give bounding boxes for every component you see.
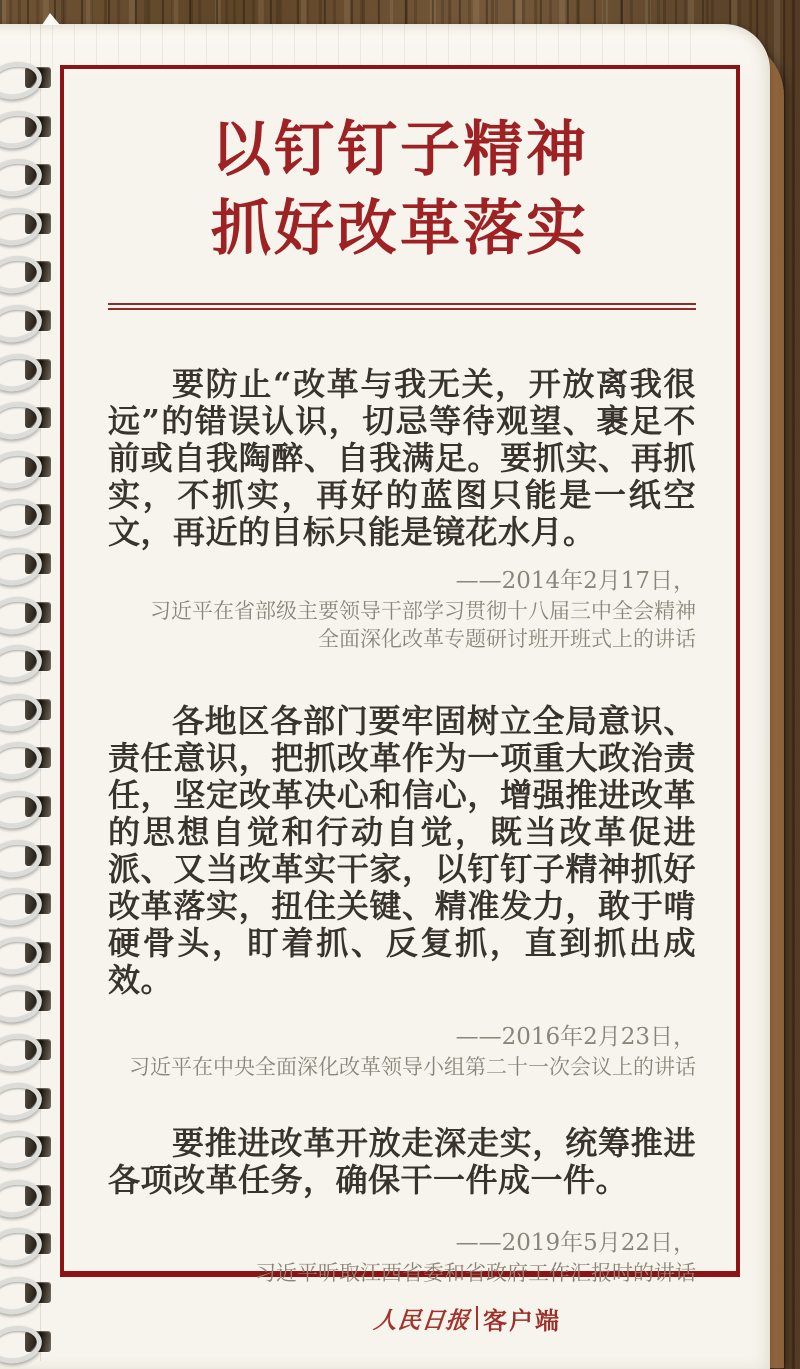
quote-attribution-3 — [108, 1227, 696, 1287]
attribution-date-2: ——2016年2月23日， — [455, 1024, 696, 1051]
page-corner-fold — [42, 13, 60, 25]
quote-frame — [60, 65, 740, 1286]
title-line-2: 抓好改革落实 — [211, 194, 589, 265]
page-perforations — [30, 24, 710, 68]
spine-crease-line — [40, 24, 41, 1361]
attribution-source-1b: 全面深化改革专题研讨班开班式上的讲话 — [318, 627, 696, 652]
page-title — [74, 111, 726, 269]
client-label: 客户端 — [483, 1306, 561, 1335]
title-line-1: 以钉钉子精神 — [211, 115, 589, 185]
notebook-page — [0, 24, 770, 1369]
quote-attribution-2 — [108, 1021, 696, 1081]
quote-text-1: 要防止“改革与我无关，开放离我很远”的错误认识，切忌等待观望、裹足不前或自我陶醉、自我满足。要抓实、再抓实，不抓实，再好的蓝图只能是一纸空文，再近的目标只能是镜花水月。 — [108, 365, 696, 552]
peoples-daily-logo: 人民日报 — [372, 1306, 472, 1334]
attribution-source-3a: 习近平听取江西省委和省政府工作汇报时的讲话 — [255, 1261, 696, 1286]
attribution-date-3: ——2019年5月22日， — [455, 1230, 696, 1257]
quote-text-3: 要推进改革开放走深走实，统筹推进各项改革任务，确保干一件成一件。 — [108, 1124, 696, 1200]
quote-attribution-1 — [108, 565, 696, 653]
quote-text-2: 各地区各部门要牢固树立全局意识、责任意识，把抓改革作为一项重大政治责任，坚定改革决心和信心，增强推进改革的思想自觉和行动自觉，既当改革促进派、又当改革实干家，以钉钉子精神抓好改革落实，扭住关键、精准发力，敢于啃硬骨头，盯着抓、反复抓，直到抓出成效。 — [108, 702, 696, 1000]
logo-divider — [476, 1306, 478, 1330]
attribution-date-1: ——2014年2月17日， — [455, 568, 696, 595]
title-divider — [108, 303, 696, 310]
attribution-source-1a: 习近平在省部级主要领导干部学习贯彻十八届三中全会精神 — [150, 599, 696, 624]
brand-footer — [374, 1302, 561, 1334]
attribution-source-2a: 习近平在中央全面深化改革领导小组第二十一次会议上的讲话 — [129, 1055, 696, 1080]
